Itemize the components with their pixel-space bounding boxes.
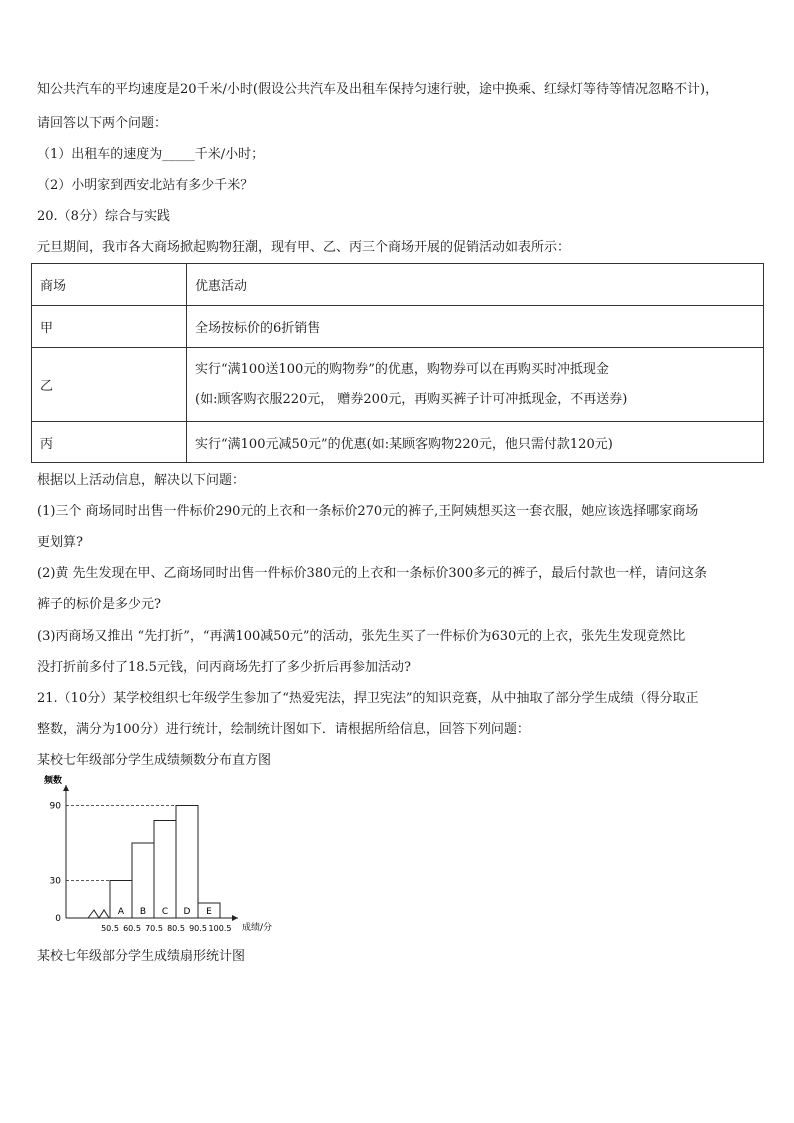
table-header-row <box>32 264 764 306</box>
x-tick-label: 60.5 <box>123 924 141 933</box>
x-axis-arrow <box>232 915 238 921</box>
q20-title: 20.（8分）综合与实践 <box>37 209 170 224</box>
y-tick-label: 30 <box>49 876 61 887</box>
x-axis-label: 成绩/分 <box>242 923 273 933</box>
q20-p3-line1: (3)丙商场又推出 “先打折”，“再满100减50元”的活动，张先生买了一件标价为630元的上衣，张先生发现竟然比 <box>37 629 686 644</box>
bar-label: D <box>183 907 191 917</box>
table-header-promo: 优惠活动 <box>187 264 764 306</box>
y-axis-arrow <box>63 785 69 791</box>
table-cell-store: 乙 <box>32 348 187 422</box>
table-cell-promo: 实行“满100元减50元”的优惠(如:某顾客购物220元，他只需付款120元) <box>187 422 764 463</box>
table-header-store: 商场 <box>32 264 187 306</box>
bar-label: B <box>139 907 147 917</box>
bar-label: A <box>117 907 125 917</box>
q20-after-table: 根据以上活动信息，解决以下问题： <box>37 473 246 488</box>
frequency-histogram <box>30 775 300 935</box>
q19-part1: （1）出租车的速度为_____千米/小时； <box>37 147 265 162</box>
q21-text-line1: 21.（10分）某学校组织七年级学生参加了“热爱宪法，捍卫宪法”的知识竞赛，从中抽取了部分学生成绩（得分取正 <box>37 691 699 706</box>
table-cell-promo: 全场按标价的6折销售 <box>187 306 764 348</box>
table-row <box>32 348 764 422</box>
promo-line: 实行“满100送100元的购物券”的优惠，购物券可以在再购买时冲抵现金 <box>195 361 609 377</box>
table-cell-store: 甲 <box>32 306 187 348</box>
histogram-bar <box>154 821 176 919</box>
bar-label: E <box>206 907 212 917</box>
promo-line: (如:顾客购衣服220元， 赠券200元，再购买裤子计可冲抵现金，不再送券) <box>195 391 628 407</box>
x-tick-label: 80.5 <box>167 924 185 933</box>
x-tick-label: 100.5 <box>208 924 232 933</box>
table-cell-promo <box>187 348 764 422</box>
table-row <box>32 306 764 348</box>
q19-part2: （2）小明家到西安北站有多少千米？ <box>37 178 254 193</box>
y-tick-label: 90 <box>49 801 61 812</box>
x-tick-label: 90.5 <box>189 924 207 933</box>
y-axis-label: 频数 <box>44 776 63 786</box>
q20-p2-line1: (2)黄 先生发现在甲、乙商场同时出售一件标价380元的上衣和一条标价300多元的裤子，最后付款也一样，请问这条 <box>37 566 708 581</box>
histogram-bar <box>176 806 198 919</box>
q20-p2-line2: 裤子的标价是多少元? <box>37 597 161 612</box>
q19-text-line2: 请回答以下两个问题： <box>37 116 168 131</box>
histogram-caption: 某校七年级部分学生成绩频数分布直方图 <box>37 753 272 768</box>
table-cell-store: 丙 <box>32 422 187 463</box>
q20-p1-line2: 更划算? <box>37 535 83 550</box>
y-tick-label: 0 <box>55 914 61 924</box>
table-row <box>32 422 764 463</box>
q20-intro: 元旦期间，我市各大商场掀起购物狂潮，现有甲、乙、丙三个商场开展的促销活动如表所示： <box>37 240 571 255</box>
x-tick-label: 70.5 <box>145 924 163 933</box>
q19-text-line1: 知公共汽车的平均速度是20千米/小时(假设公共汽车及出租车保持匀速行驶，途中换乘、红绿灯等待等情况忽略不计)， <box>37 82 719 97</box>
bar-label: C <box>161 907 169 917</box>
q21-text-line2: 整数，满分为100分）进行统计，绘制统计图如下．请根据所给信息，回答下列问题： <box>37 722 530 737</box>
pie-chart-caption: 某校七年级部分学生成绩扇形统计图 <box>37 949 246 964</box>
promotion-table <box>31 263 764 463</box>
x-tick-label: 50.5 <box>101 924 119 933</box>
x-axis-break <box>88 910 109 918</box>
q20-p3-line2: 没打折前多付了18.5元钱，问丙商场先打了多少折后再参加活动? <box>37 660 411 675</box>
q20-p1-line1: (1)三个 商场同时出售一件标价290元的上衣和一条标价270元的裤子,王阿姨想买这一套衣服，她应该选择哪家商场 <box>37 504 699 519</box>
